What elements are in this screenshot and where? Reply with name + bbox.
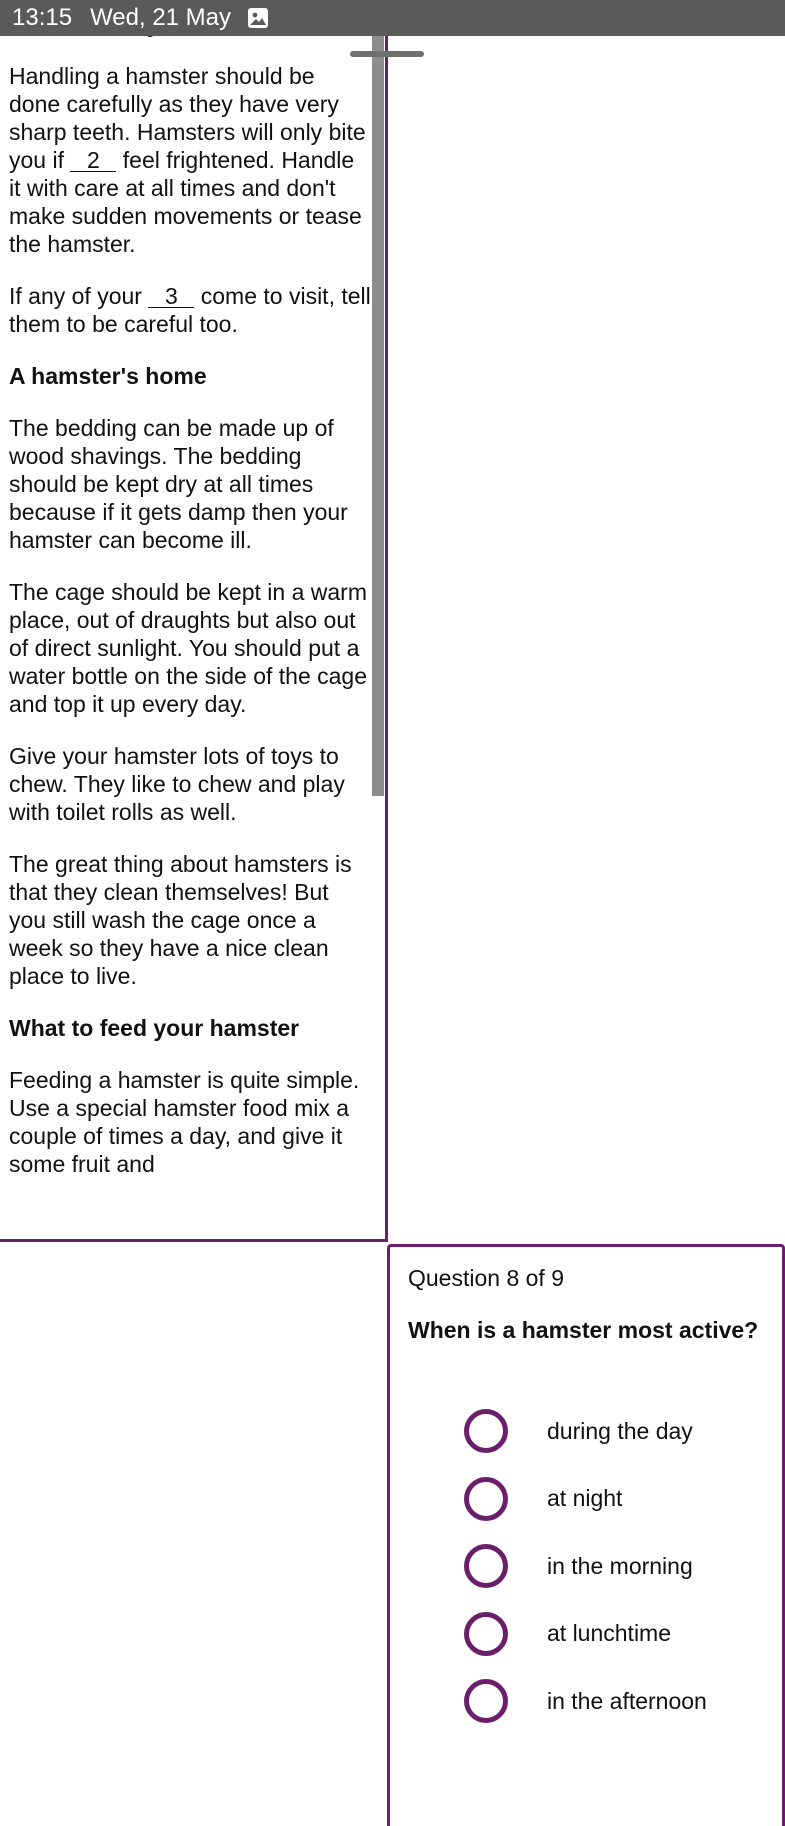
reading-text: [0, 36, 371, 1202]
answer-label: in the afternoon: [547, 1687, 707, 1714]
section-heading-feed: What to feed your hamster: [9, 1015, 300, 1041]
reading-scrollbar[interactable]: [372, 36, 384, 796]
status-time: 13:15: [12, 4, 73, 31]
radio-button[interactable]: [464, 1477, 508, 1521]
paragraph-visitors: [9, 282, 371, 338]
section-heading-hold: [9, 36, 371, 38]
blank-right-area: [388, 36, 785, 1242]
radio-button[interactable]: [464, 1679, 508, 1723]
paragraph-text: Handling a hamster should be done carefully as they have very sharp teeth. Hamsters will only bite you if: [9, 63, 366, 173]
answer-label: in the morning: [547, 1552, 693, 1579]
reading-pane[interactable]: [0, 36, 388, 1242]
radio-button[interactable]: [464, 1409, 508, 1453]
answer-label: at lunchtime: [547, 1620, 672, 1646]
gallery-icon: [247, 7, 269, 29]
question-panel: [387, 1244, 785, 1826]
radio-button[interactable]: [464, 1544, 508, 1588]
answer-option-in-the-morning[interactable]: [464, 1540, 764, 1592]
paragraph-bedding: The bedding can be made up of wood shavings. The bedding should be kept dry at all times because if it gets damp then your hamster can become ill.: [9, 415, 348, 553]
question-counter: Question 8 of 9: [408, 1265, 564, 1291]
gap-blank-2[interactable]: 2: [70, 149, 116, 172]
answer-option-at-lunchtime[interactable]: [464, 1608, 764, 1660]
paragraph-text: come to visit, tell them to be careful too.: [9, 283, 371, 337]
answer-label: at night: [547, 1485, 623, 1511]
radio-button[interactable]: [464, 1612, 508, 1656]
paragraph-cleaning: The great thing about hamsters is that they clean themselves! But you still wash the cage once a week so they have a nice clean place to live.: [9, 851, 352, 989]
paragraph-toys: Give your hamster lots of toys to chew. They like to chew and play with toilet rolls as well.: [9, 743, 345, 825]
paragraph-text: If any of your: [9, 283, 149, 309]
paragraph-handling: [9, 62, 371, 258]
status-bar: [0, 0, 785, 36]
pane-drag-handle[interactable]: [350, 51, 424, 57]
question-text: When is a hamster most active?: [408, 1317, 759, 1343]
answer-option-during-the-day[interactable]: [464, 1405, 764, 1457]
answer-option-in-the-afternoon[interactable]: [464, 1675, 764, 1727]
section-heading-home: A hamster's home: [9, 363, 207, 389]
answer-option-at-night[interactable]: [464, 1473, 764, 1525]
paragraph-text: feel frightened. Handle it with care at all times and don't make sudden movements or tease the hamster.: [9, 147, 362, 257]
gap-blank-3[interactable]: 3: [148, 285, 194, 308]
answer-options: [464, 1405, 764, 1743]
answer-label: during the day: [547, 1417, 693, 1444]
paragraph-cage: The cage should be kept in a warm place, out of draughts but also out of direct sunlight. You should put a water bottle on the side of the cage and top it up every day.: [9, 579, 368, 717]
paragraph-feeding: Feeding a hamster is quite simple. Use a special hamster food mix a couple of times a day, and give it some fruit and: [9, 1067, 360, 1177]
status-date: Wed, 21 May: [90, 4, 232, 31]
